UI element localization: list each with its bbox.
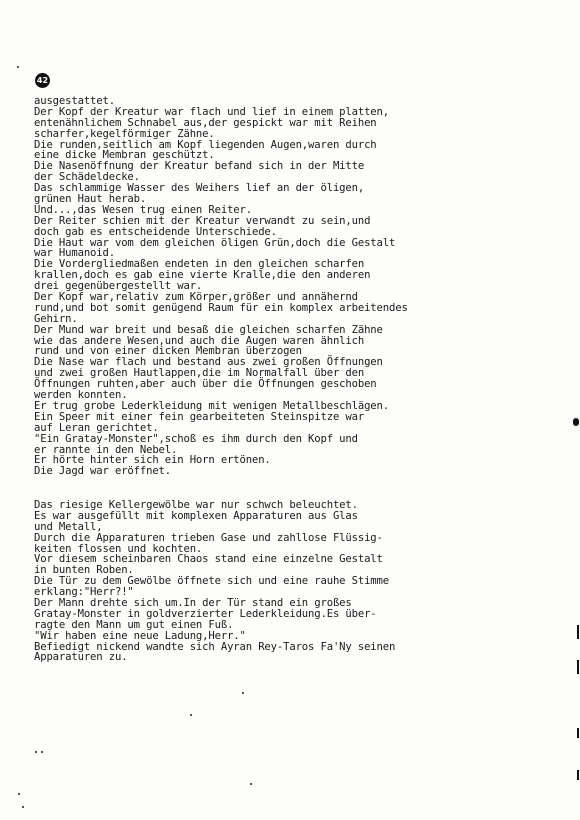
text-line: krallen,doch es gab eine vierte Kralle,die den anderen (34, 269, 371, 282)
scan-edge-mark (573, 418, 579, 426)
text-line: Und...,das Wesen trug einen Reiter. (34, 203, 252, 216)
text-section-2 (34, 500, 554, 663)
scan-speck (17, 66, 19, 68)
text-section-1 (34, 96, 554, 477)
scan-edge-mark (577, 625, 579, 639)
text-line: Durch die Apparaturen trieben Gase und zahllose Flüssig- (34, 531, 383, 544)
text-line: wie das andere Wesen,und auch die Augen waren ähnlich (34, 334, 365, 347)
text-line: Er hörte hinter sich ein Horn ertönen. (34, 454, 271, 467)
text-line: Apparaturen zu. (34, 651, 128, 664)
scan-speck (18, 793, 20, 795)
text-line: "Ein Gratay-Monster",schoß es ihm durch den Kopf und (34, 432, 358, 445)
text-line: erklang:"Herr?!" (34, 586, 134, 599)
text-line: werden konnten. (34, 389, 128, 402)
scan-edge-mark (577, 660, 579, 674)
text-line: in bunten Roben. (34, 564, 134, 577)
text-line: Die Vordergliedmaßen endeten in den gleichen scharfen (34, 258, 365, 271)
text-line: Vor diesem scheinbaren Chaos stand eine einzelne Gestalt (34, 553, 383, 566)
scan-edge-mark (577, 728, 579, 738)
text-line: Es war ausgefüllt mit komplexen Apparaturen aus Glas (34, 509, 358, 522)
text-line: Der Mund war breit und besaß die gleichen scharfen Zähne (34, 323, 383, 336)
text-line: "Wir haben eine neue Ladung,Herr." (34, 629, 246, 642)
text-line: rund,und bot somit genügend Raum für ein komplex arbeitendes (34, 301, 408, 314)
text-line: Der Kopf der Kreatur war flach und lief in einem platten, (34, 105, 389, 118)
text-line: Die runden,seitlich am Kopf liegenden Augen,waren durch (34, 138, 377, 151)
text-line: und Metall, (34, 520, 103, 533)
text-line: Die Nasenöffnung der Kreatur befand sich in der Mitte (34, 160, 365, 173)
text-line: der Schädeldecke. (34, 171, 140, 184)
text-line: war Humanoid. (34, 247, 115, 260)
text-line: Er trug grobe Lederkleidung mit wenigen Metallbeschlägen. (34, 399, 389, 412)
text-line: Der Mann drehte sich um.In der Tür stand ein großes (34, 597, 352, 610)
text-line: doch gab es entscheidende Unterschiede. (34, 225, 277, 238)
text-line: ausgestattet. (34, 95, 115, 107)
text-line: grünen Haut herab. (34, 193, 147, 206)
text-line: Ein Speer mit einer fein gearbeiteten Steinspitze war (34, 410, 365, 423)
text-line: Das riesige Kellergewölbe war nur schwch beleuchtet. (34, 499, 358, 511)
text-line: Die Jagd war eröffnet. (34, 465, 172, 478)
scan-speck (35, 751, 37, 753)
scan-speck (190, 714, 192, 716)
text-line: ragte den Mann um gut einen Fuß. (34, 618, 234, 631)
text-line: auf Leran gerichtet. (34, 421, 159, 434)
text-line: rund und von einer dicken Membran überzogen (34, 345, 302, 358)
text-line: Gehirn. (34, 312, 78, 325)
text-line: Öffnungen ruhten,aber auch über die Öffnungen geschoben (34, 378, 377, 391)
text-line: Der Reiter schien mit der Kreatur verwandt zu sein,und (34, 214, 371, 227)
scan-edge-mark (577, 770, 579, 780)
scan-speck (22, 806, 24, 808)
scan-speck (242, 692, 244, 694)
page-number-badge: 42 (35, 73, 50, 88)
text-line: und zwei großen Hautlappen,die im Normalfall über den (34, 367, 365, 380)
scan-speck (41, 751, 43, 753)
text-line: scharfer,kegelförmiger Zähne. (34, 127, 215, 140)
text-line: drei gegenübergestellt war. (34, 280, 203, 293)
text-line: er rannte in den Nebel. (34, 443, 178, 456)
text-line: Befiedigt nickend wandte sich Ayran Rey-Taros Fa'Ny seinen (34, 640, 396, 653)
text-line: eine dicke Membran geschützt. (34, 149, 215, 162)
text-line: Gratay-Monster in goldverzierter Lederkleidung.Es über- (34, 607, 377, 620)
scan-speck (250, 783, 252, 785)
text-line: keiten flossen und kochten. (34, 542, 203, 555)
text-line: Die Nase war flach und bestand aus zwei großen Öffnungen (34, 356, 383, 369)
text-line: Die Haut war vom dem gleichen öligen Grün,doch die Gestalt (34, 236, 396, 249)
text-line: Die Tür zu dem Gewölbe öffnete sich und eine rauhe Stimme (34, 575, 389, 588)
text-line: entenähnlichem Schnabel aus,der gespickt war mit Reihen (34, 116, 377, 129)
text-line: Das schlammige Wasser des Weihers lief an der öligen, (34, 182, 365, 195)
text-line: Der Kopf war,relativ zum Körper,größer und annähernd (34, 291, 358, 304)
